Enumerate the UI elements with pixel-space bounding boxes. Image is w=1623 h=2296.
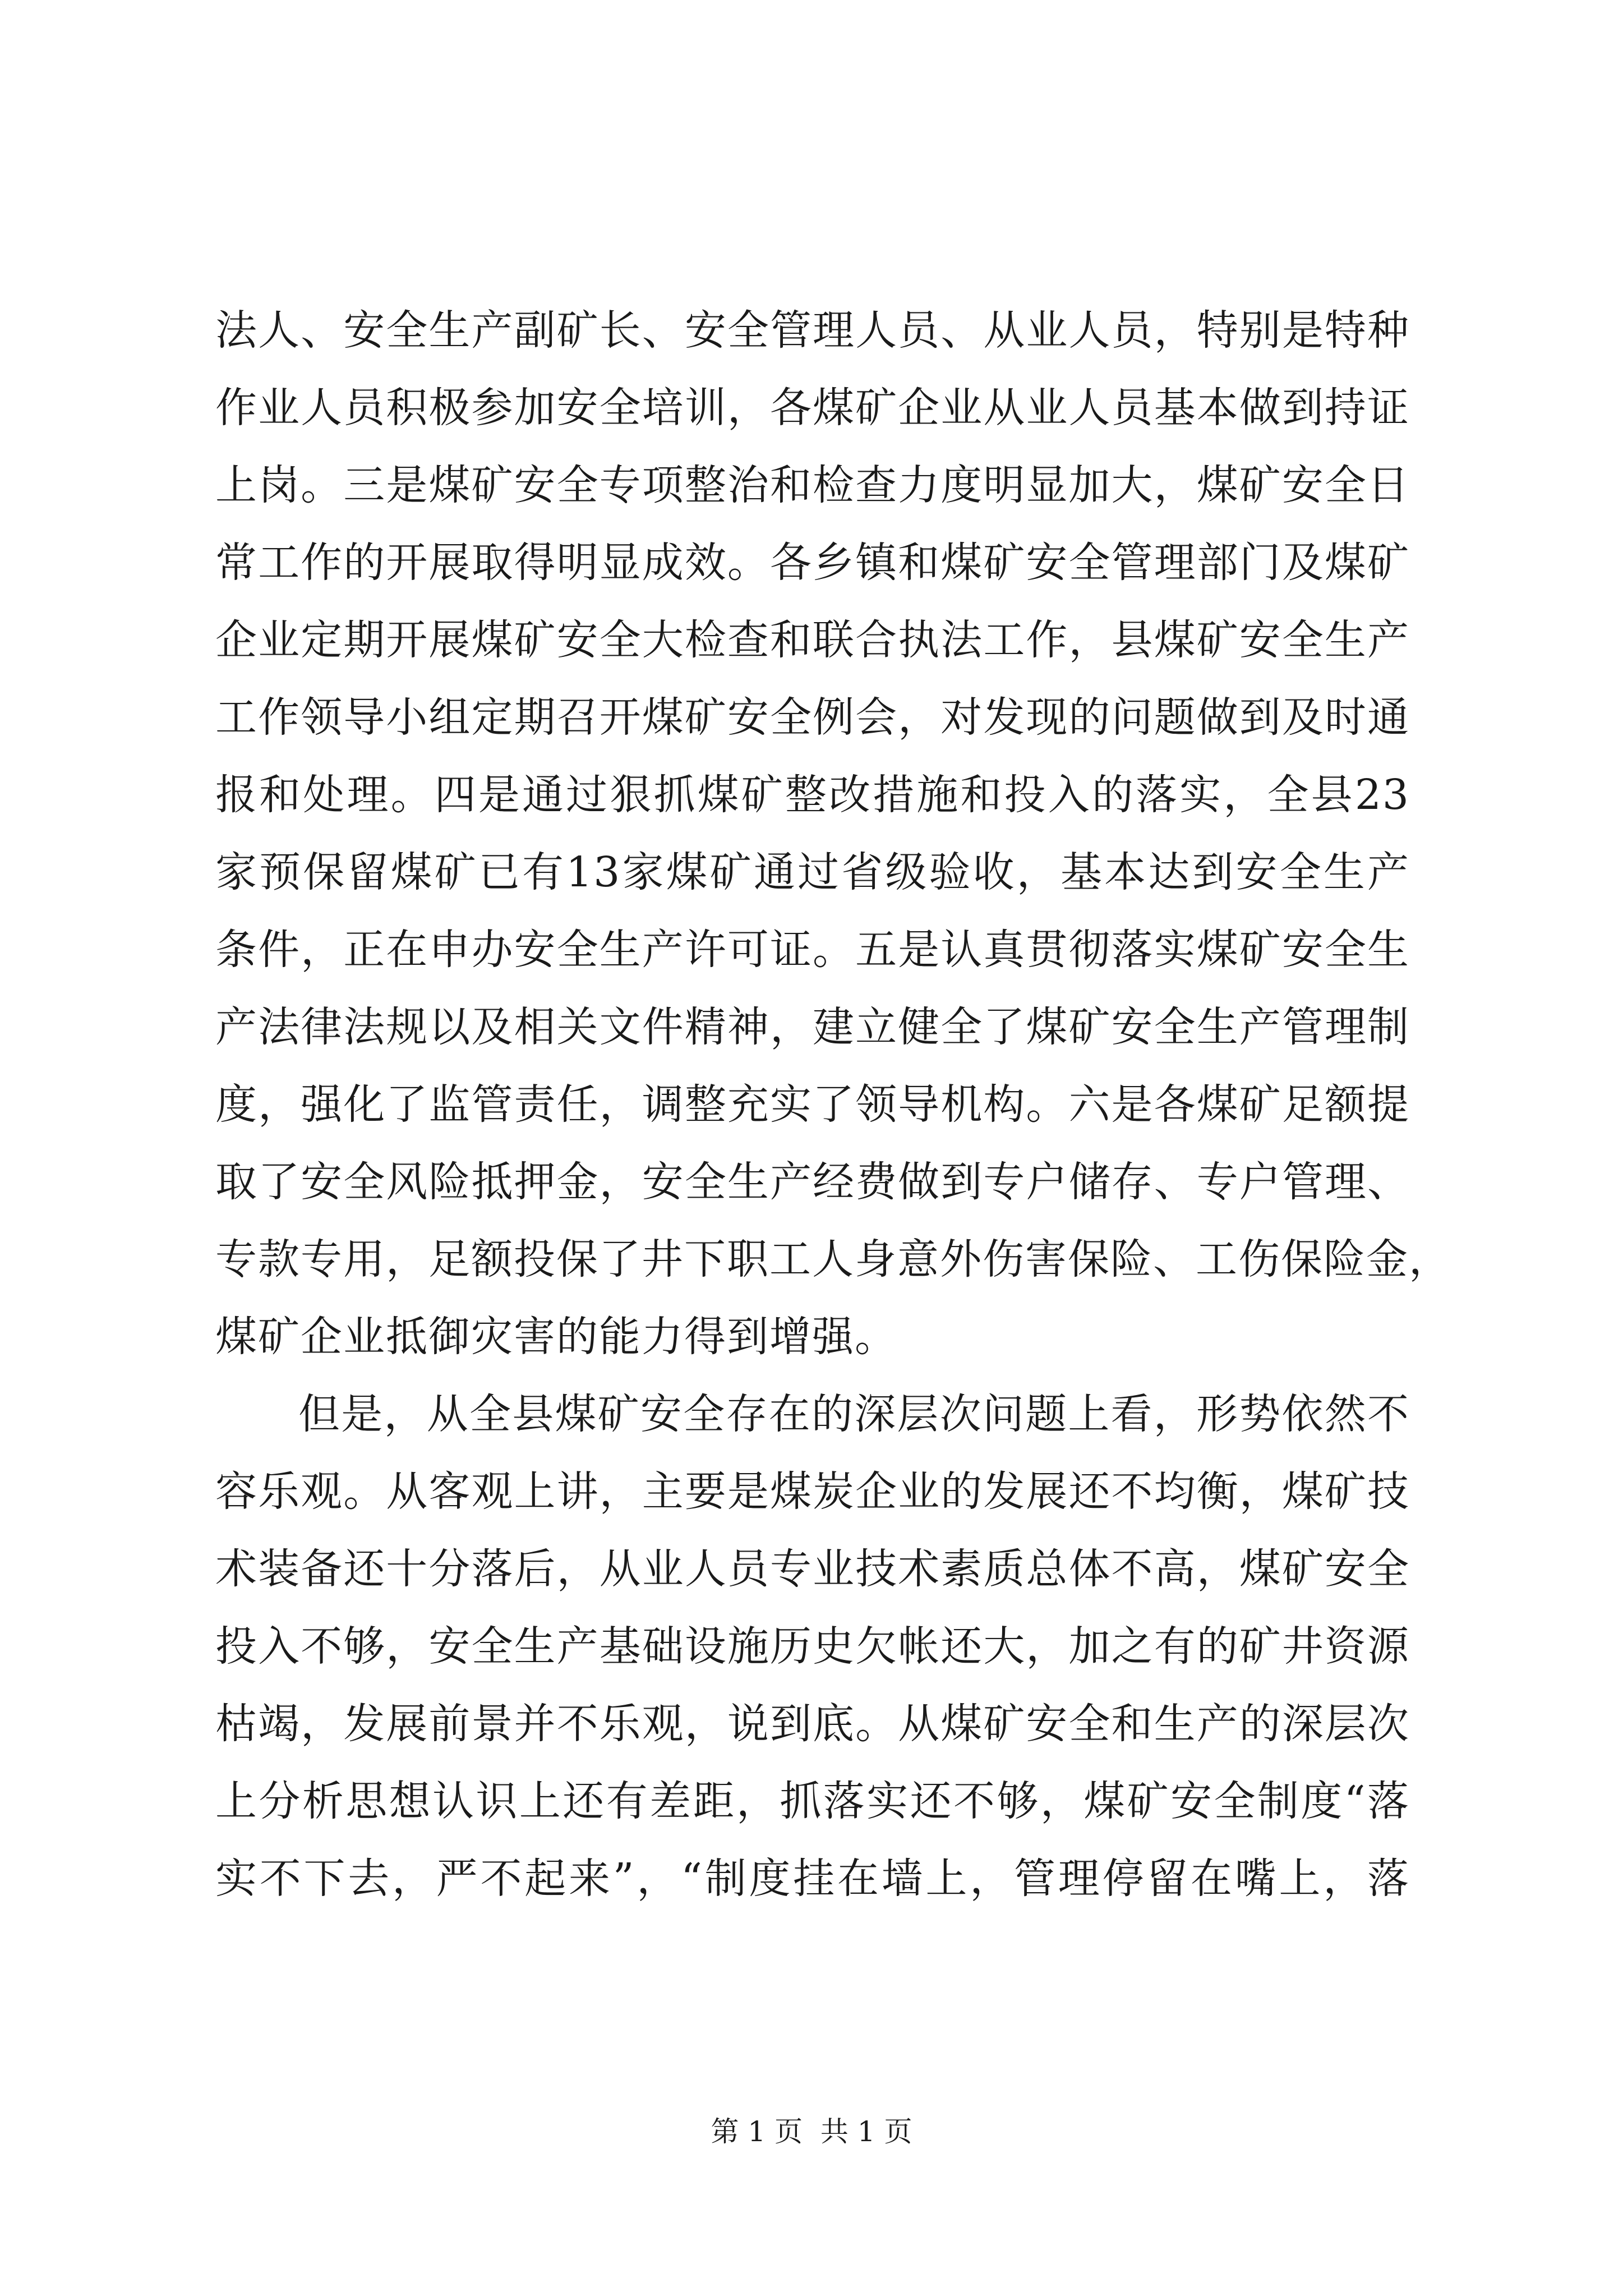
text-line: 产法律法规以及相关文件精神，建立健全了煤矿安全生产管理制 [215, 1003, 1410, 1051]
paragraph-first-line: 但是，从全县煤矿安全存在的深层次问题上看，形势依然不 [298, 1390, 1410, 1438]
text-line: 企业定期开展煤矿安全大检查和联合执法工作，县煤矿安全生产 [215, 616, 1410, 664]
text-line: 术装备还十分落后，从业人员专业技术素质总体不高，煤矿安全 [215, 1545, 1410, 1593]
text-line: 枯竭，发展前景并不乐观，说到底。从煤矿安全和生产的深层次 [215, 1700, 1410, 1748]
text-line: 家预保留煤矿已有13家煤矿通过省级验收，基本达到安全生产 [215, 848, 1410, 896]
document-body [215, 292, 1451, 1917]
text-line: 取了安全风险抵押金，安全生产经费做到专户储存、专户管理、 [215, 1158, 1410, 1206]
text-line: 上分析思想认识上还有差距，抓落实还不够，煤矿安全制度“落 [215, 1777, 1410, 1825]
text-line: 容乐观。从客观上讲，主要是煤炭企业的发展还不均衡，煤矿技 [215, 1467, 1410, 1516]
text-line: 投入不够，安全生产基础设施历史欠帐还大，加之有的矿井资源 [215, 1622, 1410, 1671]
text-line: 度，强化了监管责任，调整充实了领导机构。六是各煤矿足额提 [215, 1080, 1410, 1129]
text-line: 专款专用，足额投保了井下职工人身意外伤害保险、工伤保险金， [215, 1235, 1451, 1283]
text-line: 作业人员积极参加安全培训，各煤矿企业从业人员基本做到持证 [215, 384, 1410, 432]
text-line: 条件，正在申办安全生产许可证。五是认真贯彻落实煤矿安全生 [215, 926, 1410, 974]
text-line: 上岗。三是煤矿安全专项整治和检查力度明显加大，煤矿安全日 [215, 461, 1410, 509]
text-line: 法人、安全生产副矿长、安全管理人员、从业人员，特别是特种 [215, 306, 1410, 355]
page-footer: 第 1 页 共 1 页 [711, 2115, 912, 2148]
text-line: 报和处理。四是通过狠抓煤矿整改措施和投入的落实，全县23 [215, 771, 1410, 819]
text-line: 煤矿企业抵御灾害的能力得到增强。 [215, 1313, 897, 1361]
text-line: 实不下去，严不起来”，“制度挂在墙上，管理停留在嘴上，落 [215, 1855, 1410, 1903]
text-line: 工作领导小组定期召开煤矿安全例会，对发现的问题做到及时通 [215, 693, 1410, 742]
text-line: 常工作的开展取得明显成效。各乡镇和煤矿安全管理部门及煤矿 [215, 539, 1410, 587]
